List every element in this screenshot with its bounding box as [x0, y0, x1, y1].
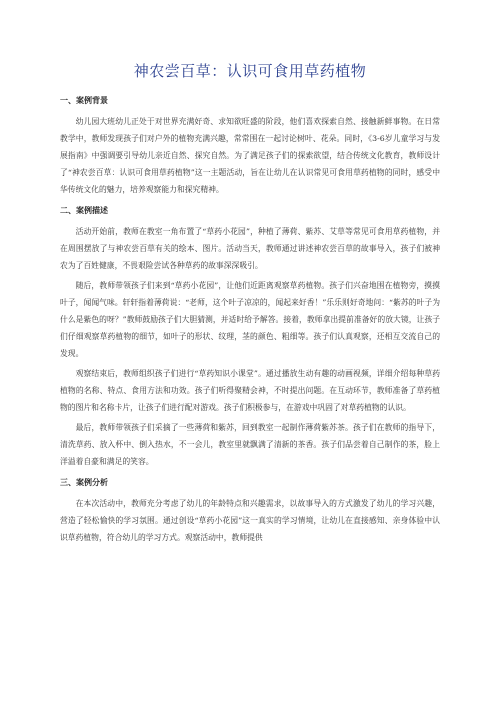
document-title: 神农尝百草：认识可食用草药植物 — [133, 62, 367, 80]
paragraph: 在本次活动中，教师充分考虑了幼儿的年龄特点和兴趣需求，以故事导入的方式激发了幼儿的学习兴趣，营造了轻松愉快的学习氛围。通过创设“草药小花园”这一真实的学习情境，让幼儿在直接感知、亲身体验中认识草药植物，符合幼儿的学习方式。观察活动中，教师提供 — [60, 499, 440, 542]
section-description — [60, 205, 440, 470]
paragraph: 观察结束后，教师组织孩子们进行“草药知识小课堂”。通过播放生动有趣的动画视频，详细介绍每种草药植物的名称、特点、食用方法和功效。孩子们听得聚精会神，不时提出问题。在互动环节，教师准备了草药植物的图片和名称卡片，让孩子们进行配对游戏。孩子们积极参与，在游戏中巩固了对草药植物的认识。 — [60, 369, 440, 412]
section-heading: 一、案例背景 — [60, 96, 108, 105]
section-heading: 二、案例描述 — [60, 206, 108, 215]
section-heading: 三、案例分析 — [60, 478, 108, 487]
paragraph: 幼儿园大班幼儿正处于对世界充满好奇、求知欲旺盛的阶段，他们喜欢探索自然、接触新鲜事物。在日常教学中，教师发现孩子们对户外的植物充满兴趣，常常围在一起讨论树叶、花朵。同时，《3-6岁儿童学习与发展指南》中强调要引导幼儿亲近自然、探究自然。为了满足孩子们的探索欲望，结合传统文化教育，教师设计了“神农尝百草：认识可食用草药植物”这一主题活动，旨在让幼儿在认识常见可食用草药植物的同时，感受中华传统文化的魅力，培养观察能力和探究精神。 — [60, 117, 440, 194]
paragraph: 随后，教师带领孩子们来到“草药小花园”，让他们近距离观察草药植物。孩子们兴奋地围在植物旁，摸摸叶子，闻闻气味。轩轩指着薄荷说：“老师，这个叶子凉凉的，闻起来好香！”乐乐则好奇地问：“紫苏的叶子为什么是紫色的呀？”教师鼓励孩子们大胆猜测，并适时给予解答。接着，教师拿出提前准备好的放大镜，让孩子们仔细观察草药植物的细节，如叶子的形状、纹理，茎的颜色、粗细等。孩子们认真观察，还相互交流自己的发现。 — [60, 281, 440, 358]
paragraph: 活动开始前，教师在教室一角布置了“草药小花园”，种植了薄荷、紫苏、艾草等常见可食用草药植物，并在周围摆放了与神农尝百草有关的绘本、图片。活动当天，教师通过讲述神农尝百草的故事导入，孩子们被神农为了百姓健康，不畏艰险尝试各种草药的故事深深吸引。 — [60, 227, 440, 270]
section-background — [60, 95, 440, 198]
section-analysis — [60, 477, 440, 546]
paragraph: 最后，教师带领孩子们采摘了一些薄荷和紫苏，回到教室一起制作薄荷紫苏茶。孩子们在教师的指导下，清洗草药、放入杯中、倒入热水，不一会儿，教室里就飘满了清新的茶香。孩子们品尝着自己制作的茶，脸上洋溢着自豪和满足的笑容。 — [60, 423, 440, 466]
document-body — [60, 95, 440, 553]
